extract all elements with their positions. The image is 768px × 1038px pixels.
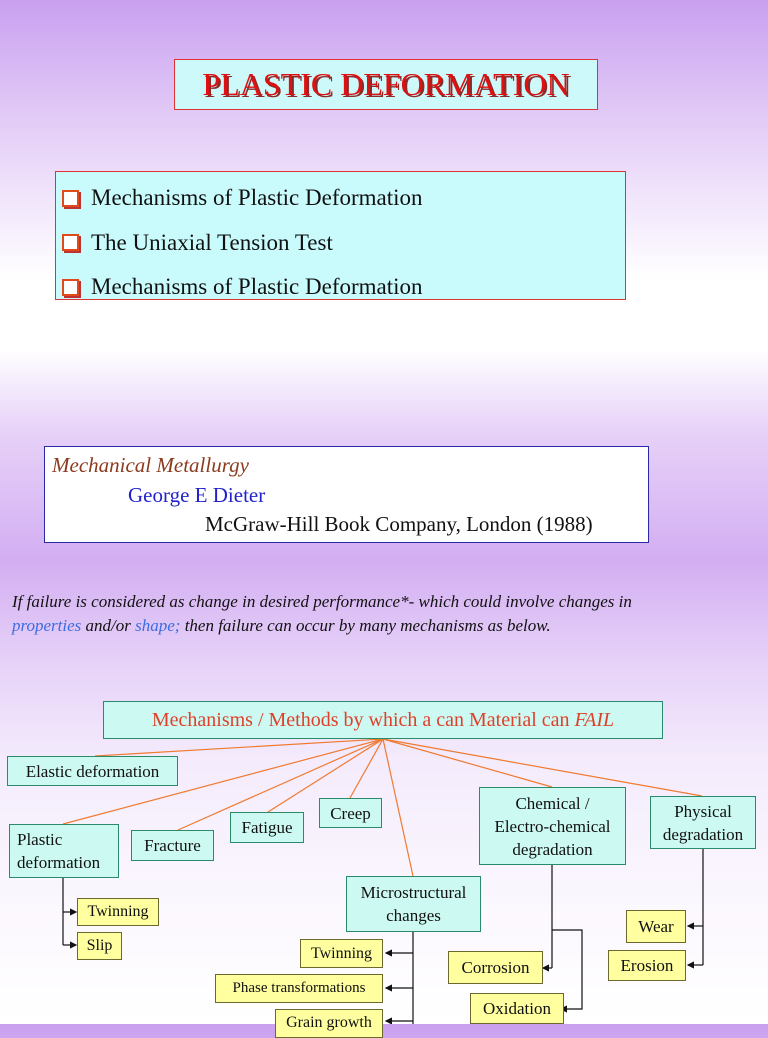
leaf-twinning-plastic [77,898,159,926]
leaf-phase-transformations [215,974,383,1003]
node-label: degradation [662,824,744,844]
outline-item-label: The Uniaxial Tension Test [91,229,333,255]
leaf-label: Twinning [310,944,373,962]
node-label: degradation [512,839,593,859]
failure-mechanisms-root [103,701,663,739]
leaf-twinning-micro [300,939,383,968]
leaf-label: Twinning [87,903,149,920]
node-physical-degradation [650,796,756,849]
node-label: Chemical / [515,793,590,813]
reference-publisher: McGraw-Hill Book Company, London (1988) [205,512,593,536]
page-title: PLASTIC DEFORMATION [174,59,598,110]
node-fatigue [230,812,304,843]
outline-item-label: Mechanisms of Plastic Deformation [91,185,423,211]
node-label: Fracture [144,836,201,855]
reference-title: Mechanical Metallurgy [52,453,249,477]
leaf-erosion [608,950,686,981]
leaf-oxidation [470,993,564,1024]
leaf-label: Slip [86,937,113,954]
leaf-label: Erosion [620,955,674,975]
node-label: Plastic [17,830,63,849]
node-creep [319,798,382,828]
paragraph-properties: properties [12,616,82,635]
root-label: Mechanisms / Methods by which a can Material can [151,708,570,731]
leaf-label: Oxidation [483,998,551,1018]
reference-author: George E Dieter [128,483,266,507]
node-label: Fatigue [241,818,293,837]
node-elastic-deformation [7,756,178,786]
node-label: Creep [330,803,371,823]
node-label: deformation [17,853,101,872]
leaf-corrosion [448,951,543,984]
node-chemical-degradation [479,787,626,865]
leaf-wear [626,910,686,943]
leaf-label: Wear [638,916,674,936]
node-label: Elastic deformation [25,761,160,781]
root-label-emphasis: FAIL [574,708,615,731]
leaf-label: Grain growth [286,1014,372,1031]
node-label: Microstructural [360,883,467,902]
node-label: changes [386,906,441,925]
node-plastic-deformation [9,824,119,878]
node-label: Electro-chemical [494,816,611,836]
node-microstructural-changes [346,876,481,932]
paragraph-shape: shape; [135,616,181,635]
node-fracture [131,830,214,861]
leaf-slip [77,932,122,960]
paragraph-text-end: then failure can occur by many mechanisms as below. [180,616,551,635]
node-label: Physical [674,801,732,821]
leaf-label: Corrosion [461,957,530,977]
leaf-label: Phase transformations [232,980,366,996]
paragraph-text: If failure is considered as change in desired performance*- which could involve changes in [12,592,632,611]
paragraph-andor: and/or [81,616,136,635]
outline-item-label: Mechanisms of Plastic Deformation [91,274,423,300]
